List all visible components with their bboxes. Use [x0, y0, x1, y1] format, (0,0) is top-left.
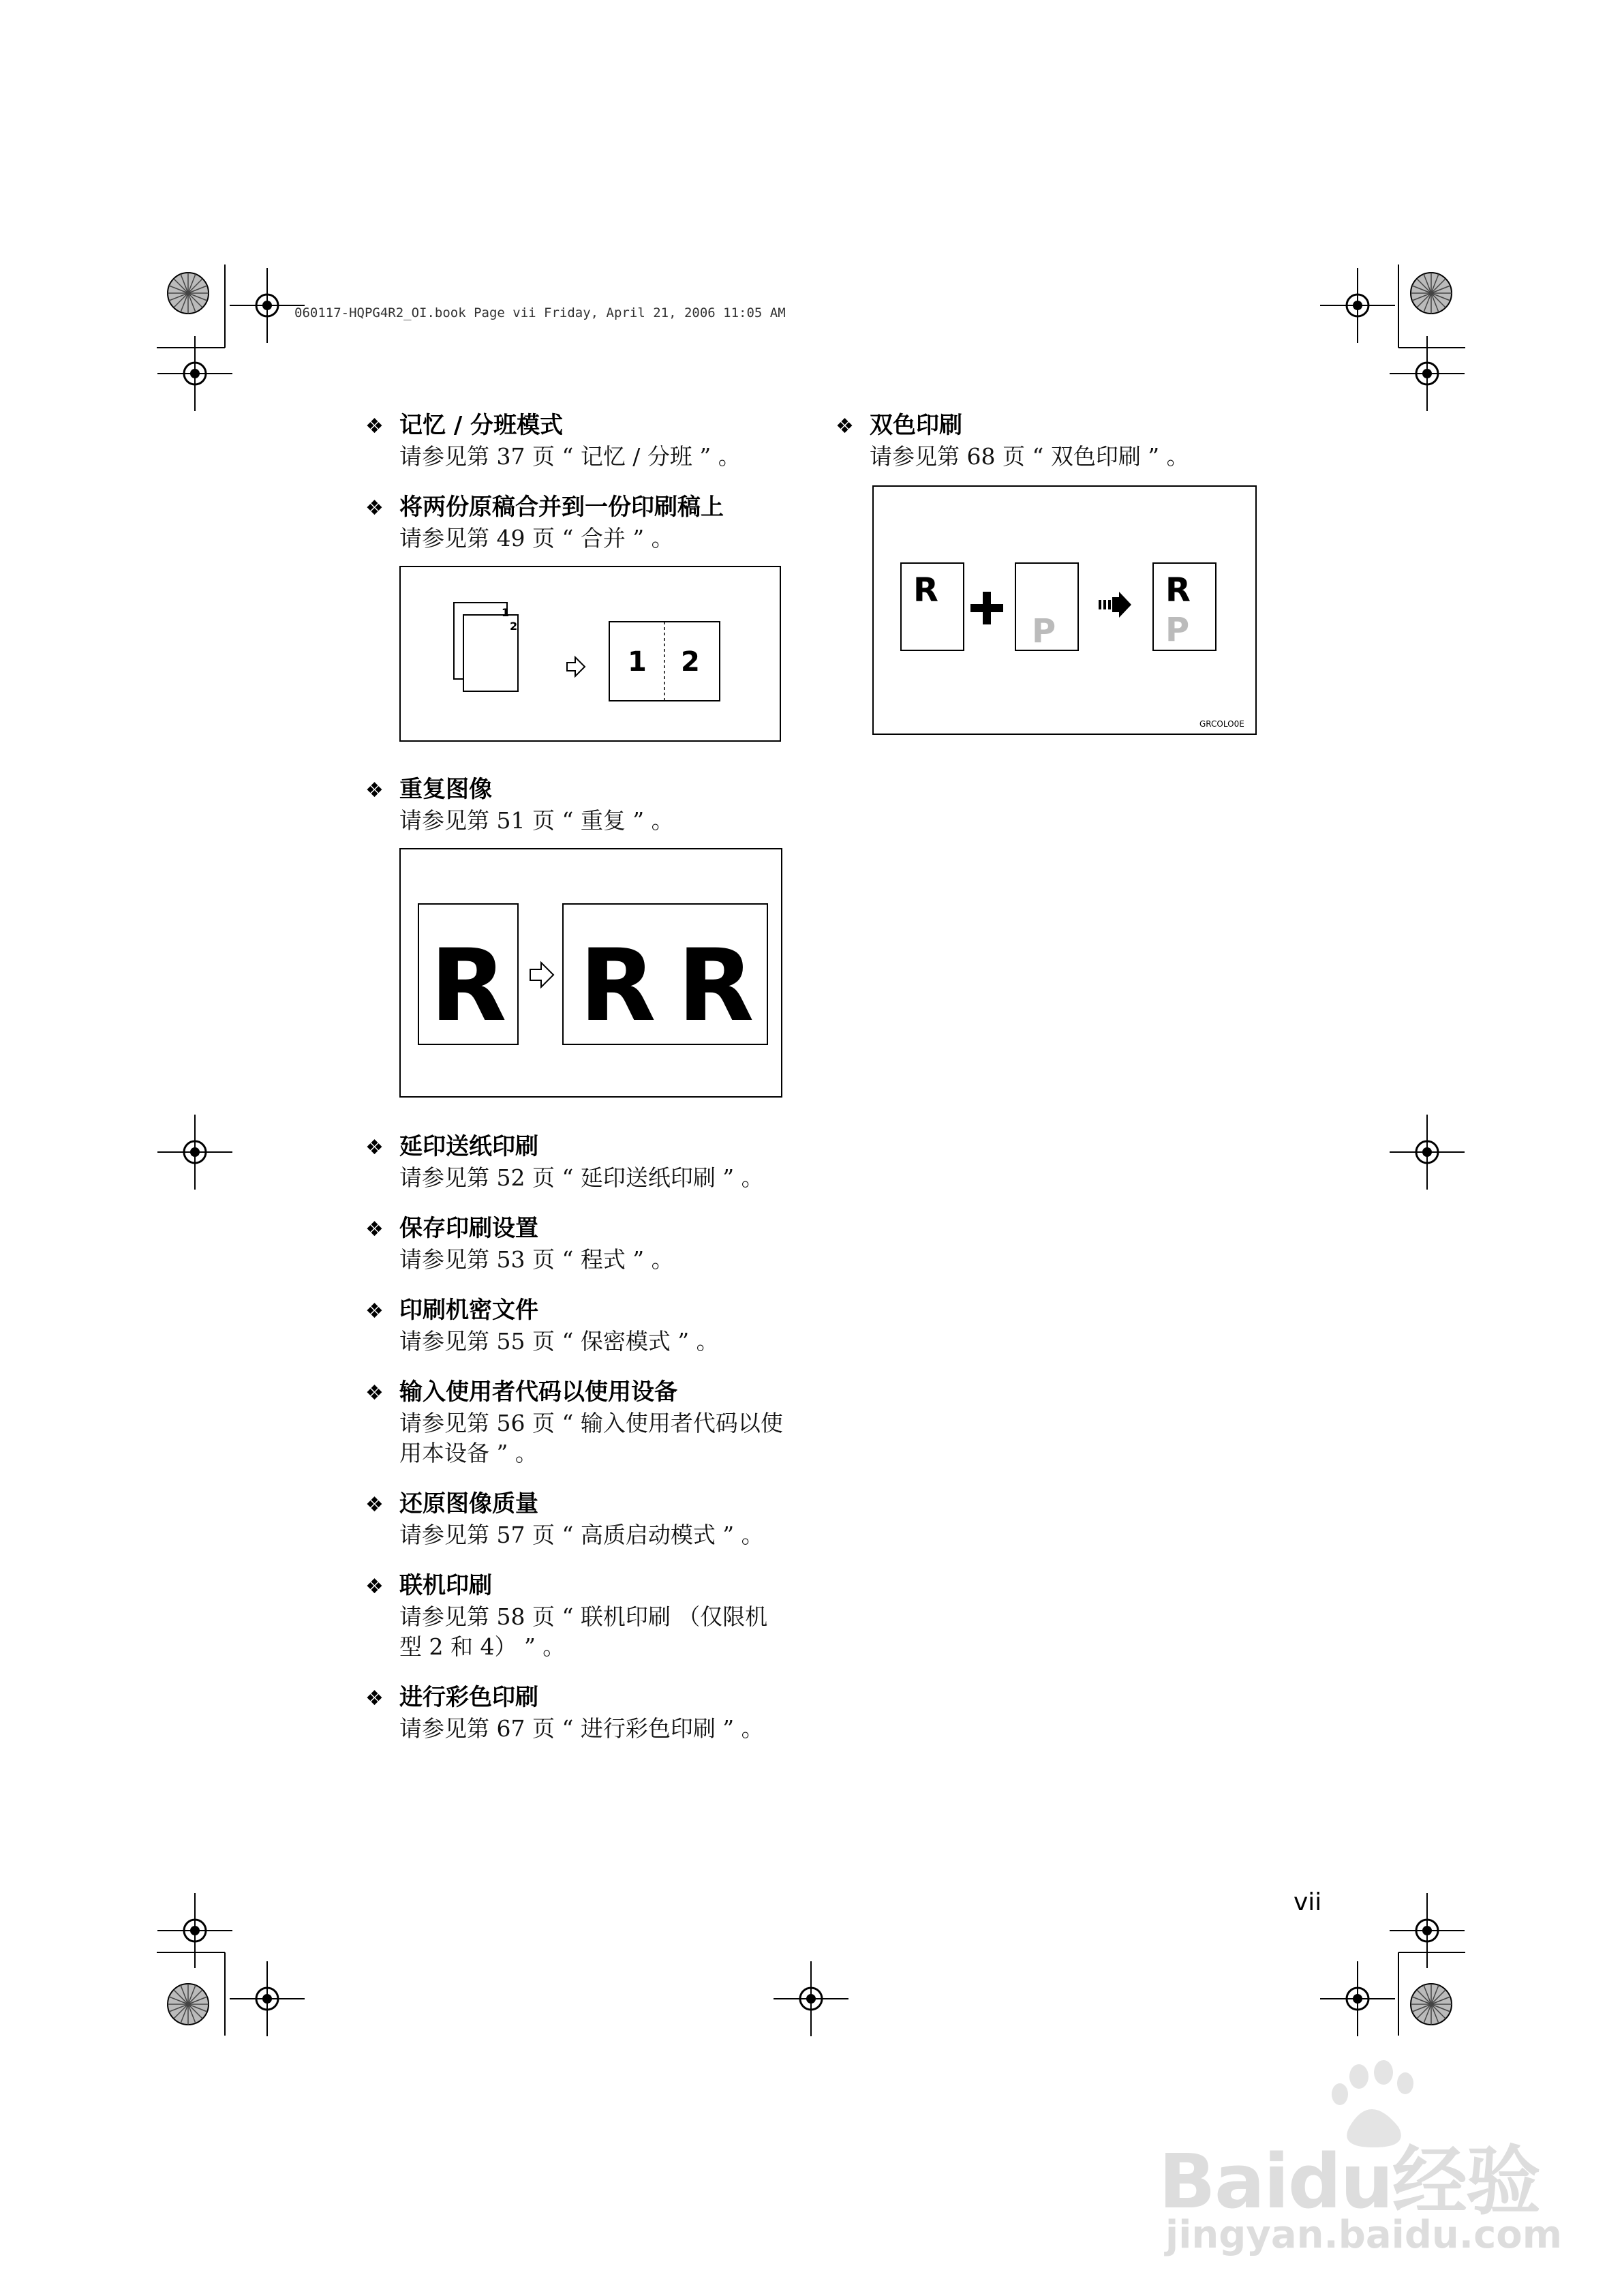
arrow-right-icon — [530, 963, 553, 987]
registration-cross-icon — [1320, 1961, 1395, 2036]
section-title: ❖ 将两份原稿合并到一份印刷稿上 — [365, 492, 801, 524]
bullet-icon: ❖ — [365, 414, 384, 438]
bullet-icon: ❖ — [365, 1136, 384, 1160]
section-title: ❖ 保存印刷设置 — [365, 1213, 801, 1245]
section-title: ❖ 双色印刷 — [836, 410, 1272, 442]
letter-r-result: R — [1165, 571, 1191, 609]
section-title: ❖ 输入使用者代码以使用设备 — [365, 1377, 801, 1408]
section-text: 请参见第 67 页 “ 进行彩色印刷 ” 。 — [399, 1715, 764, 1742]
registration-cross-icon — [157, 1893, 232, 1968]
section-two-color — [836, 410, 1272, 472]
bullet-icon: ❖ — [365, 1218, 384, 1241]
letter-p-result: P — [1165, 611, 1190, 649]
section-text: 请参见第 37 页 “ 记忆 / 分班 ” 。 — [399, 443, 741, 470]
arrow-right-icon — [567, 657, 585, 676]
bullet-icon: ❖ — [365, 1381, 384, 1405]
repeated-letter-1: R — [579, 928, 656, 1044]
registration-star-icon — [1411, 1984, 1452, 2025]
bullet-icon: ❖ — [365, 1493, 384, 1517]
section-text: 请参见第 53 页 “ 程式 ” 。 — [399, 1246, 674, 1273]
section-text: 请参见第 51 页 “ 重复 ” 。 — [399, 807, 674, 834]
letter-r: R — [913, 571, 938, 609]
registration-cross-icon — [774, 1961, 848, 2036]
registration-star-icon — [168, 1984, 209, 2025]
page-label-1: 1 — [502, 606, 510, 619]
two-color-illustration — [872, 485, 1257, 735]
section-image-quality — [365, 1489, 801, 1550]
registration-star-icon — [1411, 273, 1452, 314]
section-title: ❖ 印刷机密文件 — [365, 1295, 801, 1327]
figure-code: GRCOLO0E — [1199, 719, 1244, 729]
registration-cross-icon — [1390, 1893, 1465, 1968]
bullet-icon: ❖ — [365, 1687, 384, 1710]
bullet-icon: ❖ — [365, 496, 384, 520]
section-combine — [365, 492, 801, 554]
page-label-2: 2 — [510, 620, 518, 633]
section-text: 请参见第 68 页 “ 双色印刷 ” 。 — [870, 443, 1189, 470]
bullet-icon: ❖ — [365, 779, 384, 802]
section-repeat-image — [365, 774, 801, 836]
section-text: 请参见第 57 页 “ 高质启动模式 ” 。 — [399, 1522, 764, 1548]
letter-p: P — [1032, 612, 1056, 650]
registration-star-icon — [168, 273, 209, 314]
page-number: vii — [1294, 1888, 1322, 1916]
plus-icon — [970, 592, 1003, 624]
section-text: 请参见第 49 页 “ 合并 ” 。 — [399, 525, 674, 552]
bullet-icon: ❖ — [365, 1575, 384, 1599]
two-color-diagram — [874, 487, 1255, 734]
combined-label-1: 1 — [628, 646, 647, 678]
section-title: ❖ 延印送纸印刷 — [365, 1132, 801, 1163]
section-text: 请参见第 55 页 “ 保密模式 ” 。 — [399, 1328, 719, 1355]
combined-label-2: 2 — [681, 646, 700, 678]
repeat-diagram — [401, 849, 781, 1096]
section-user-code — [365, 1377, 801, 1468]
combine-diagram — [401, 567, 780, 740]
bullet-icon: ❖ — [836, 414, 854, 438]
bullet-icon: ❖ — [365, 1299, 384, 1323]
section-title: ❖ 进行彩色印刷 — [365, 1682, 801, 1714]
repeat-illustration — [399, 848, 782, 1098]
section-online-print — [365, 1571, 801, 1662]
registration-cross-icon — [157, 1115, 232, 1190]
book-info-header: 060117-HQPG4R2_OI.book Page vii Friday, April 21, 2006 11:05 AM — [294, 305, 786, 320]
repeated-letter-2: R — [677, 928, 754, 1044]
registration-cross-icon — [1320, 268, 1395, 343]
combine-illustration — [399, 566, 781, 742]
section-title: ❖ 联机印刷 — [365, 1571, 801, 1602]
section-title: ❖ 记忆 / 分班模式 — [365, 410, 801, 442]
registration-cross-icon — [230, 268, 305, 343]
watermark-url: jingyan.baidu.com — [1165, 2213, 1563, 2257]
section-text: 请参见第 52 页 “ 延印送纸印刷 ” 。 — [399, 1164, 764, 1191]
registration-cross-icon — [1390, 1115, 1465, 1190]
section-color-print — [365, 1682, 801, 1744]
section-memory-class — [365, 410, 801, 472]
registration-cross-icon — [230, 1961, 305, 2036]
watermark-brand: Baidu经验 — [1159, 2138, 1540, 2225]
section-text: 请参见第 56 页 “ 输入使用者代码以使用本设备 ” 。 — [399, 1410, 783, 1466]
section-text: 请参见第 58 页 “ 联机印刷 （仅限机型 2 和 4） ” 。 — [399, 1603, 768, 1660]
section-title: ❖ 重复图像 — [365, 774, 801, 806]
section-title: ❖ 还原图像质量 — [365, 1489, 801, 1520]
section-save-settings — [365, 1213, 801, 1275]
watermark — [1159, 2059, 1581, 2263]
section-delay-feed — [365, 1132, 801, 1193]
section-confidential — [365, 1295, 801, 1357]
original-letter: R — [430, 928, 507, 1044]
arrow-right-icon — [1099, 592, 1131, 618]
